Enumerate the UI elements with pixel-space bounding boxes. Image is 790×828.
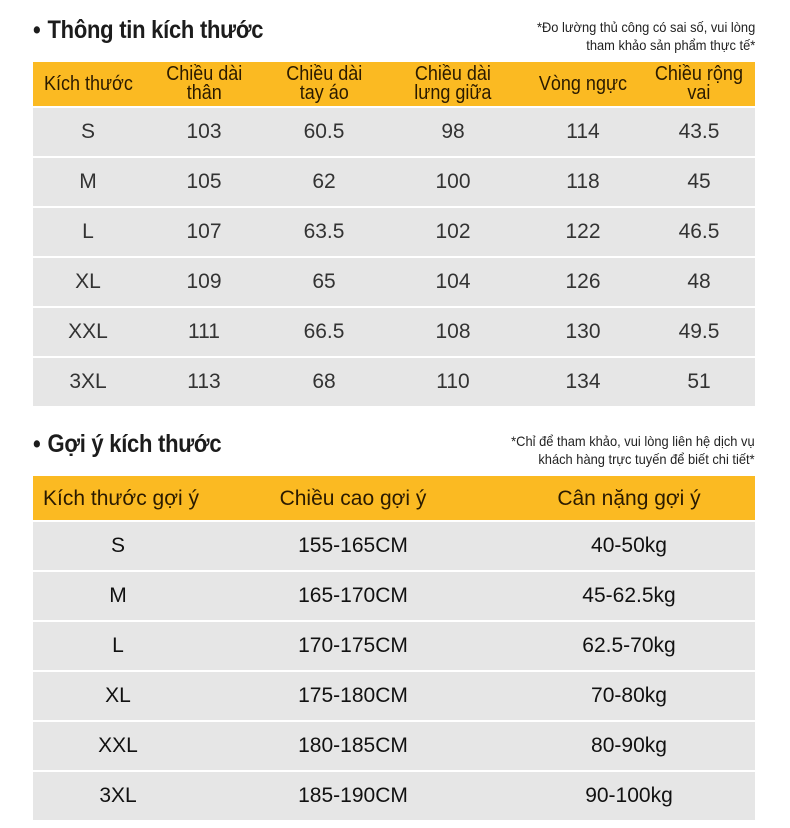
- table-row: [33, 670, 755, 720]
- cell-body-length: 107: [143, 206, 265, 256]
- header-shoulder-l2: vai: [687, 82, 711, 104]
- size-info-header-row: [33, 62, 755, 106]
- header-chest-text: Vòng ngực: [538, 72, 628, 95]
- cell-back-length: 102: [383, 206, 523, 256]
- cell-chest: 130: [523, 306, 643, 356]
- table-row: [33, 256, 755, 306]
- header-back-length-l1: Chiều dài: [414, 63, 492, 85]
- header-body-length-l2: thân: [186, 82, 222, 104]
- size-suggest-note-line1: *Chỉ để tham khảo, vui lòng liên hệ dịch vụ: [511, 433, 755, 449]
- header-back-length-l2: lưng giữa: [414, 82, 492, 104]
- cell-back-length: 98: [383, 106, 523, 156]
- header-sleeve-length-l2: tay áo: [299, 82, 349, 104]
- size-suggest-header-row: [33, 476, 755, 520]
- table-row: [33, 570, 755, 620]
- size-suggest-note: [512, 432, 755, 468]
- cell-suggested-weight: 40-50kg: [503, 520, 755, 570]
- header-size: [33, 62, 143, 106]
- size-info-table: [33, 62, 755, 406]
- cell-suggested-size: L: [33, 620, 203, 670]
- header-size-text: Kích thước: [43, 72, 133, 95]
- cell-suggested-weight: 62.5-70kg: [503, 620, 755, 670]
- cell-body-length: 105: [143, 156, 265, 206]
- size-suggest-title-text: Gợi ý kích thước: [47, 430, 222, 458]
- cell-size: S: [33, 106, 143, 156]
- cell-back-length: 104: [383, 256, 523, 306]
- cell-sleeve-length: 60.5: [265, 106, 383, 156]
- cell-sleeve-length: 62: [265, 156, 383, 206]
- cell-sleeve-length: 66.5: [265, 306, 383, 356]
- cell-suggested-height: 175-180CM: [203, 670, 503, 720]
- cell-size: XL: [33, 256, 143, 306]
- header-back-length: [383, 62, 523, 106]
- cell-suggested-height: 185-190CM: [203, 770, 503, 820]
- cell-suggested-size: XL: [33, 670, 203, 720]
- cell-suggested-height: 165-170CM: [203, 570, 503, 620]
- cell-chest: 122: [523, 206, 643, 256]
- cell-shoulder: 51: [643, 356, 755, 406]
- size-info-note: [537, 18, 755, 54]
- cell-chest: 134: [523, 356, 643, 406]
- size-info-title: • Thông tin kích thước: [33, 16, 264, 44]
- cell-body-length: 109: [143, 256, 265, 306]
- cell-size: 3XL: [33, 356, 143, 406]
- header-body-length-l1: Chiều dài: [165, 63, 243, 85]
- size-suggest-note-line2: khách hàng trực tuyến để biết chi tiết*: [538, 451, 755, 467]
- cell-suggested-height: 155-165CM: [203, 520, 503, 570]
- cell-suggested-size: M: [33, 570, 203, 620]
- cell-sleeve-length: 65: [265, 256, 383, 306]
- cell-back-length: 100: [383, 156, 523, 206]
- cell-shoulder: 45: [643, 156, 755, 206]
- cell-size: L: [33, 206, 143, 256]
- size-info-note-line1: *Đo lường thủ công có sai số, vui lòng: [536, 19, 755, 35]
- header-shoulder-l1: Chiều rộng: [654, 63, 744, 85]
- header-chest: [523, 62, 643, 106]
- size-suggest-header: [33, 424, 755, 476]
- size-suggest-title: • Gợi ý kích thước: [33, 430, 222, 458]
- cell-suggested-weight: 45-62.5kg: [503, 570, 755, 620]
- cell-suggested-weight: 80-90kg: [503, 720, 755, 770]
- header-suggested-height: Chiều cao gợi ý: [203, 476, 503, 520]
- table-row: [33, 206, 755, 256]
- cell-size: XXL: [33, 306, 143, 356]
- table-row: [33, 620, 755, 670]
- size-info-section: [33, 0, 755, 406]
- header-body-length: [143, 62, 265, 106]
- table-row: [33, 520, 755, 570]
- cell-shoulder: 46.5: [643, 206, 755, 256]
- cell-suggested-size: S: [33, 520, 203, 570]
- size-info-title-text: Thông tin kích thước: [47, 16, 264, 44]
- header-suggested-size: Kích thước gợi ý: [33, 476, 203, 520]
- table-row: [33, 770, 755, 820]
- header-shoulder: [643, 62, 755, 106]
- cell-back-length: 110: [383, 356, 523, 406]
- cell-body-length: 103: [143, 106, 265, 156]
- cell-shoulder: 48: [643, 256, 755, 306]
- cell-suggested-height: 170-175CM: [203, 620, 503, 670]
- header-sleeve-length-l1: Chiều dài: [285, 63, 363, 85]
- cell-suggested-size: XXL: [33, 720, 203, 770]
- size-suggest-table: [33, 476, 755, 820]
- table-row: [33, 156, 755, 206]
- table-row: [33, 306, 755, 356]
- header-suggested-weight: Cân nặng gợi ý: [503, 476, 755, 520]
- cell-body-length: 111: [143, 306, 265, 356]
- table-row: [33, 106, 755, 156]
- size-info-header: [33, 0, 755, 62]
- size-suggest-section: [33, 424, 755, 820]
- cell-shoulder: 49.5: [643, 306, 755, 356]
- table-row: [33, 720, 755, 770]
- cell-chest: 114: [523, 106, 643, 156]
- cell-suggested-height: 180-185CM: [203, 720, 503, 770]
- cell-sleeve-length: 68: [265, 356, 383, 406]
- cell-size: M: [33, 156, 143, 206]
- cell-suggested-size: 3XL: [33, 770, 203, 820]
- table-row: [33, 356, 755, 406]
- cell-sleeve-length: 63.5: [265, 206, 383, 256]
- cell-chest: 126: [523, 256, 643, 306]
- cell-chest: 118: [523, 156, 643, 206]
- cell-shoulder: 43.5: [643, 106, 755, 156]
- cell-suggested-weight: 70-80kg: [503, 670, 755, 720]
- cell-suggested-weight: 90-100kg: [503, 770, 755, 820]
- cell-body-length: 113: [143, 356, 265, 406]
- header-sleeve-length: [265, 62, 383, 106]
- cell-back-length: 108: [383, 306, 523, 356]
- size-info-note-line2: tham khảo sản phẩm thực tế*: [585, 37, 755, 53]
